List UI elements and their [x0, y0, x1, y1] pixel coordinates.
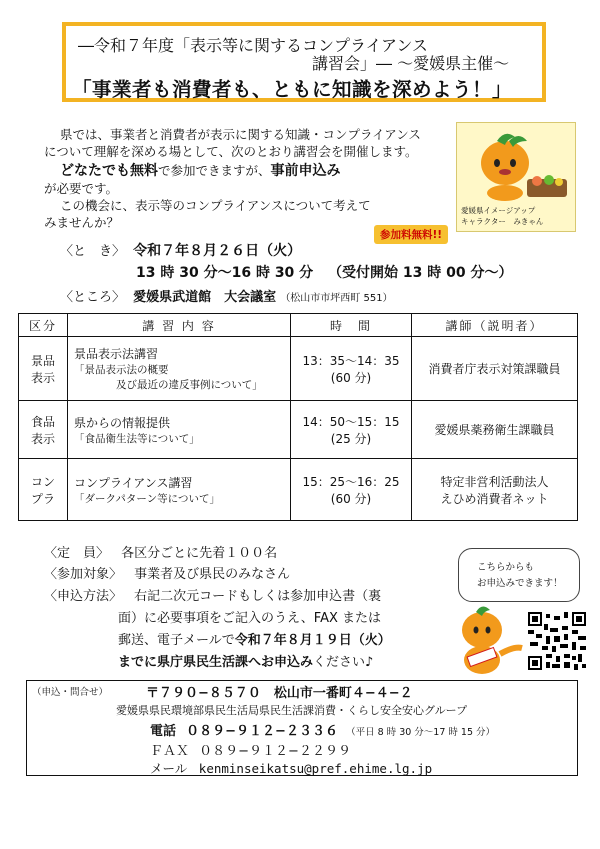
header-time: 時 間 [291, 314, 412, 337]
row-content: コンプライアンス講習 「ダークパターン等について」 [68, 459, 291, 521]
intro-mid: で参加できますが、 [158, 163, 271, 178]
row-content: 県からの情報提供 「食品衛生法等について」 [68, 401, 291, 459]
target: 事業者及び県民のみなさん [134, 567, 291, 582]
contact-fax: ０８９−９１２−２２９９ [199, 744, 351, 759]
row-category: 景品 表示 [19, 337, 68, 401]
schedule-table [18, 313, 578, 521]
table-row [19, 459, 578, 521]
contact-mail[interactable]: kenminseikatsu@pref.ehime.lg.jp [198, 761, 433, 776]
contact-mail-row: メール kenminseikatsu@pref.ehime.lg.jp [150, 761, 433, 776]
row-category: コン プラ [19, 459, 68, 521]
mascot-caption1: 愛媛県イメージアップ [461, 206, 536, 215]
contact-tel-hours: （平日 8 時 30 分〜17 時 15 分） [346, 727, 496, 738]
deadline: 令和７年８月１９日（火） [234, 633, 391, 648]
row-time: 13：35〜14：35 (60 分) [291, 337, 412, 401]
contact-tel: ０８９−９１２−２３３６ [186, 724, 338, 739]
target-label: 〈参加対象〉 [44, 567, 123, 582]
table-row [19, 337, 578, 401]
intro-p3a: この機会に、表示等のコンプライアンスについて考えて [60, 198, 371, 213]
header-content: 講 習 内 容 [68, 314, 291, 337]
table-row [19, 401, 578, 459]
header-lecturer: 講師（説明者） [412, 314, 578, 337]
intro-preregistration: 事前申込み [270, 163, 341, 179]
headline: 「事業者も消費者も、ともに知識を深めよう！」 [72, 78, 513, 101]
apply-line1: 右記二次元コードもしくは参加申込書（裏 [134, 589, 382, 604]
speech-bubble [458, 548, 580, 602]
free-badge: 参加料無料!! [374, 225, 448, 244]
row-lecturer: 消費者庁表示対策課職員 [412, 337, 578, 401]
contact-org: 愛媛県県民環境部県民生活局県民生活課消費・くらし安全安心グループ [116, 704, 468, 717]
intro-free: 無料 [130, 163, 158, 179]
reception-time: （受付開始 13 時 00 分〜） [328, 265, 513, 281]
contact-postal: 〒７９０−８５７０ 松山市一番町４−４−２ [146, 686, 413, 701]
table-header-row [19, 314, 578, 337]
row-lecturer: 特定非営利活動法人 えひめ消費者ネット [412, 459, 578, 521]
bubble-line2: お申込みできます！ [477, 578, 563, 589]
mikyan-pointing-icon [448, 600, 528, 678]
apply-line2: 面）に必要事項をご記入のうえ、FAX または [118, 611, 381, 626]
bubble-line1: こちらからも [477, 562, 535, 573]
when-row [60, 240, 301, 260]
intro-p2b: が必要です。 [44, 181, 119, 196]
title-line2: 講習会」― 〜愛媛県主催〜 [312, 54, 510, 73]
time-row [136, 262, 513, 282]
intro-p1b: について理解を深める場として、次のとおり講習会を開催します。 [44, 144, 418, 159]
row-lecturer: 愛媛県薬務衛生課職員 [412, 401, 578, 459]
capacity-row [44, 542, 277, 561]
contact-tel-row: 電話 ０８９−９１２−２３３６ （平日 8 時 30 分〜17 時 15 分） [150, 724, 496, 739]
intro-p2a [60, 160, 341, 180]
apply-label: 〈申込方法〉 [44, 589, 123, 604]
mikyan-mascot-icon [457, 123, 575, 203]
header-category: 区分 [19, 314, 68, 337]
venue-address: （松山市市坪西町 551） [280, 293, 393, 304]
row-category: 食品 表示 [19, 401, 68, 459]
row-time: 14：50〜15：15 (25 分) [291, 401, 412, 459]
row-content: 景品表示法講習 「景品表示法の概要 及び最近の違反事例について」 [68, 337, 291, 401]
capacity: 各区分ごとに先着１００名 [121, 546, 278, 561]
event-time: 13 時 30 分〜16 時 30 分 [136, 265, 314, 281]
mascot-panel [456, 122, 576, 232]
contact-fax-row: ＦＡＸ ０８９−９１２−２２９９ [150, 744, 351, 759]
target-row [44, 563, 290, 582]
qr-code-icon[interactable] [528, 612, 586, 670]
row-time: 15：25〜16：25 (60 分) [291, 459, 412, 521]
venue: 愛媛県武道館 大会議室 [133, 290, 277, 305]
where-label: 〈ところ〉 [60, 290, 126, 305]
intro-p1a: 県では、事業者と消費者が表示に関する知識・コンプライアンス [60, 127, 421, 142]
intro-p3b: みませんか？ [44, 215, 120, 230]
contact-label: （申込・問合せ） [32, 687, 109, 698]
capacity-label: 〈定 員〉 [44, 546, 110, 561]
mascot-caption2: キャラクター みきゃん [461, 217, 544, 226]
apply-row [44, 585, 381, 604]
event-date: 令和７年８月２６日（火） [133, 243, 302, 259]
where-row [60, 286, 393, 305]
when-label: 〈と き〉 [60, 244, 126, 259]
title-line1: ―令和７年度「表示等に関するコンプライアンス [78, 36, 428, 55]
apply-line3: 郵送、電子メールで令和７年８月１９日（火） [118, 633, 391, 648]
apply-line4: までに県庁県民生活課へお申込みください♪ [118, 655, 374, 670]
intro-anyone: どなたでも [60, 163, 130, 179]
